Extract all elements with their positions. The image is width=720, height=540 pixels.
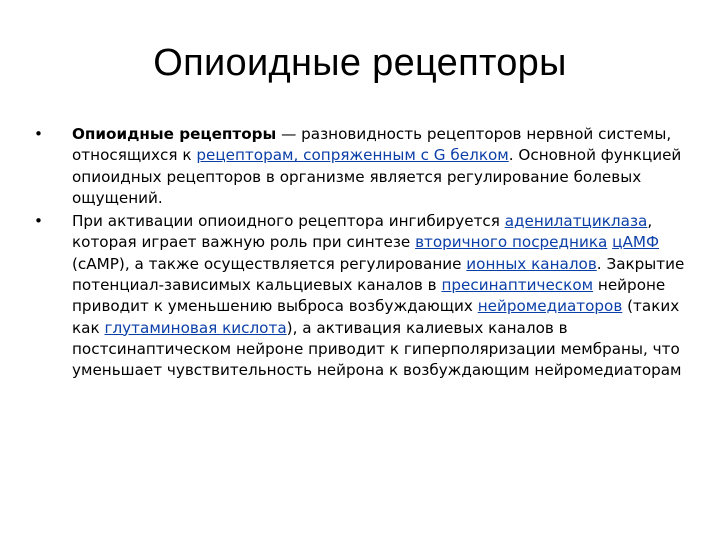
text-segment: При активации опиоидного рецептора ингибируется — [72, 212, 505, 231]
text-segment: (таких как — [72, 297, 680, 337]
text-segment: — разновидность рецепторов нервной системы, относящихся к — [72, 125, 672, 165]
bullet-dot-icon: • — [34, 212, 43, 231]
term-opioid-receptors: Опиоидные рецепторы — [72, 125, 277, 143]
link-second-messenger[interactable]: вторичного посредника — [415, 233, 608, 252]
link-presynaptic[interactable]: пресинаптическом — [441, 276, 594, 295]
text-segment: (cAMP), а также осуществляется регулирование — [72, 254, 467, 273]
bullet-item-definition — [34, 124, 699, 209]
bullet-dot-icon: • — [34, 125, 43, 143]
link-adenylate-cyclase[interactable]: аденилатциклаза — [504, 212, 648, 231]
text-segment: . Основной функцией опиоидных рецепторов в организме является регулирование болевых ощущений. — [72, 146, 682, 207]
bullet-list — [34, 124, 699, 384]
text-segment: . Закрытие потенциал-зависимых кальциевых каналов в — [72, 254, 685, 295]
text-segment: ), а активация калиевых каналов в постсинаптическом нейроне приводит к гиперполяризации мембраны, что уменьшает чувствительность нейрона к возбуждающим нейромедиаторам — [72, 318, 682, 380]
slide-title: Опиоидные рецепторы — [153, 42, 567, 84]
link-neurotransmitters[interactable]: нейромедиаторов — [477, 297, 623, 316]
text-segment: , которая играет важную роль при синтезе — [72, 212, 653, 252]
link-glutamic-acid[interactable]: глутаминовая кислота — [104, 318, 287, 337]
link-camp[interactable]: цАМФ — [612, 233, 660, 252]
text-segment: нейроне приводит к уменьшению выброса возбуждающих — [72, 276, 666, 316]
link-ion-channels[interactable]: ионных каналов — [466, 254, 597, 273]
link-g-protein-coupled-receptors[interactable]: рецепторам, сопряженным с G белком — [196, 146, 509, 165]
bullet-item-activation — [34, 211, 699, 381]
